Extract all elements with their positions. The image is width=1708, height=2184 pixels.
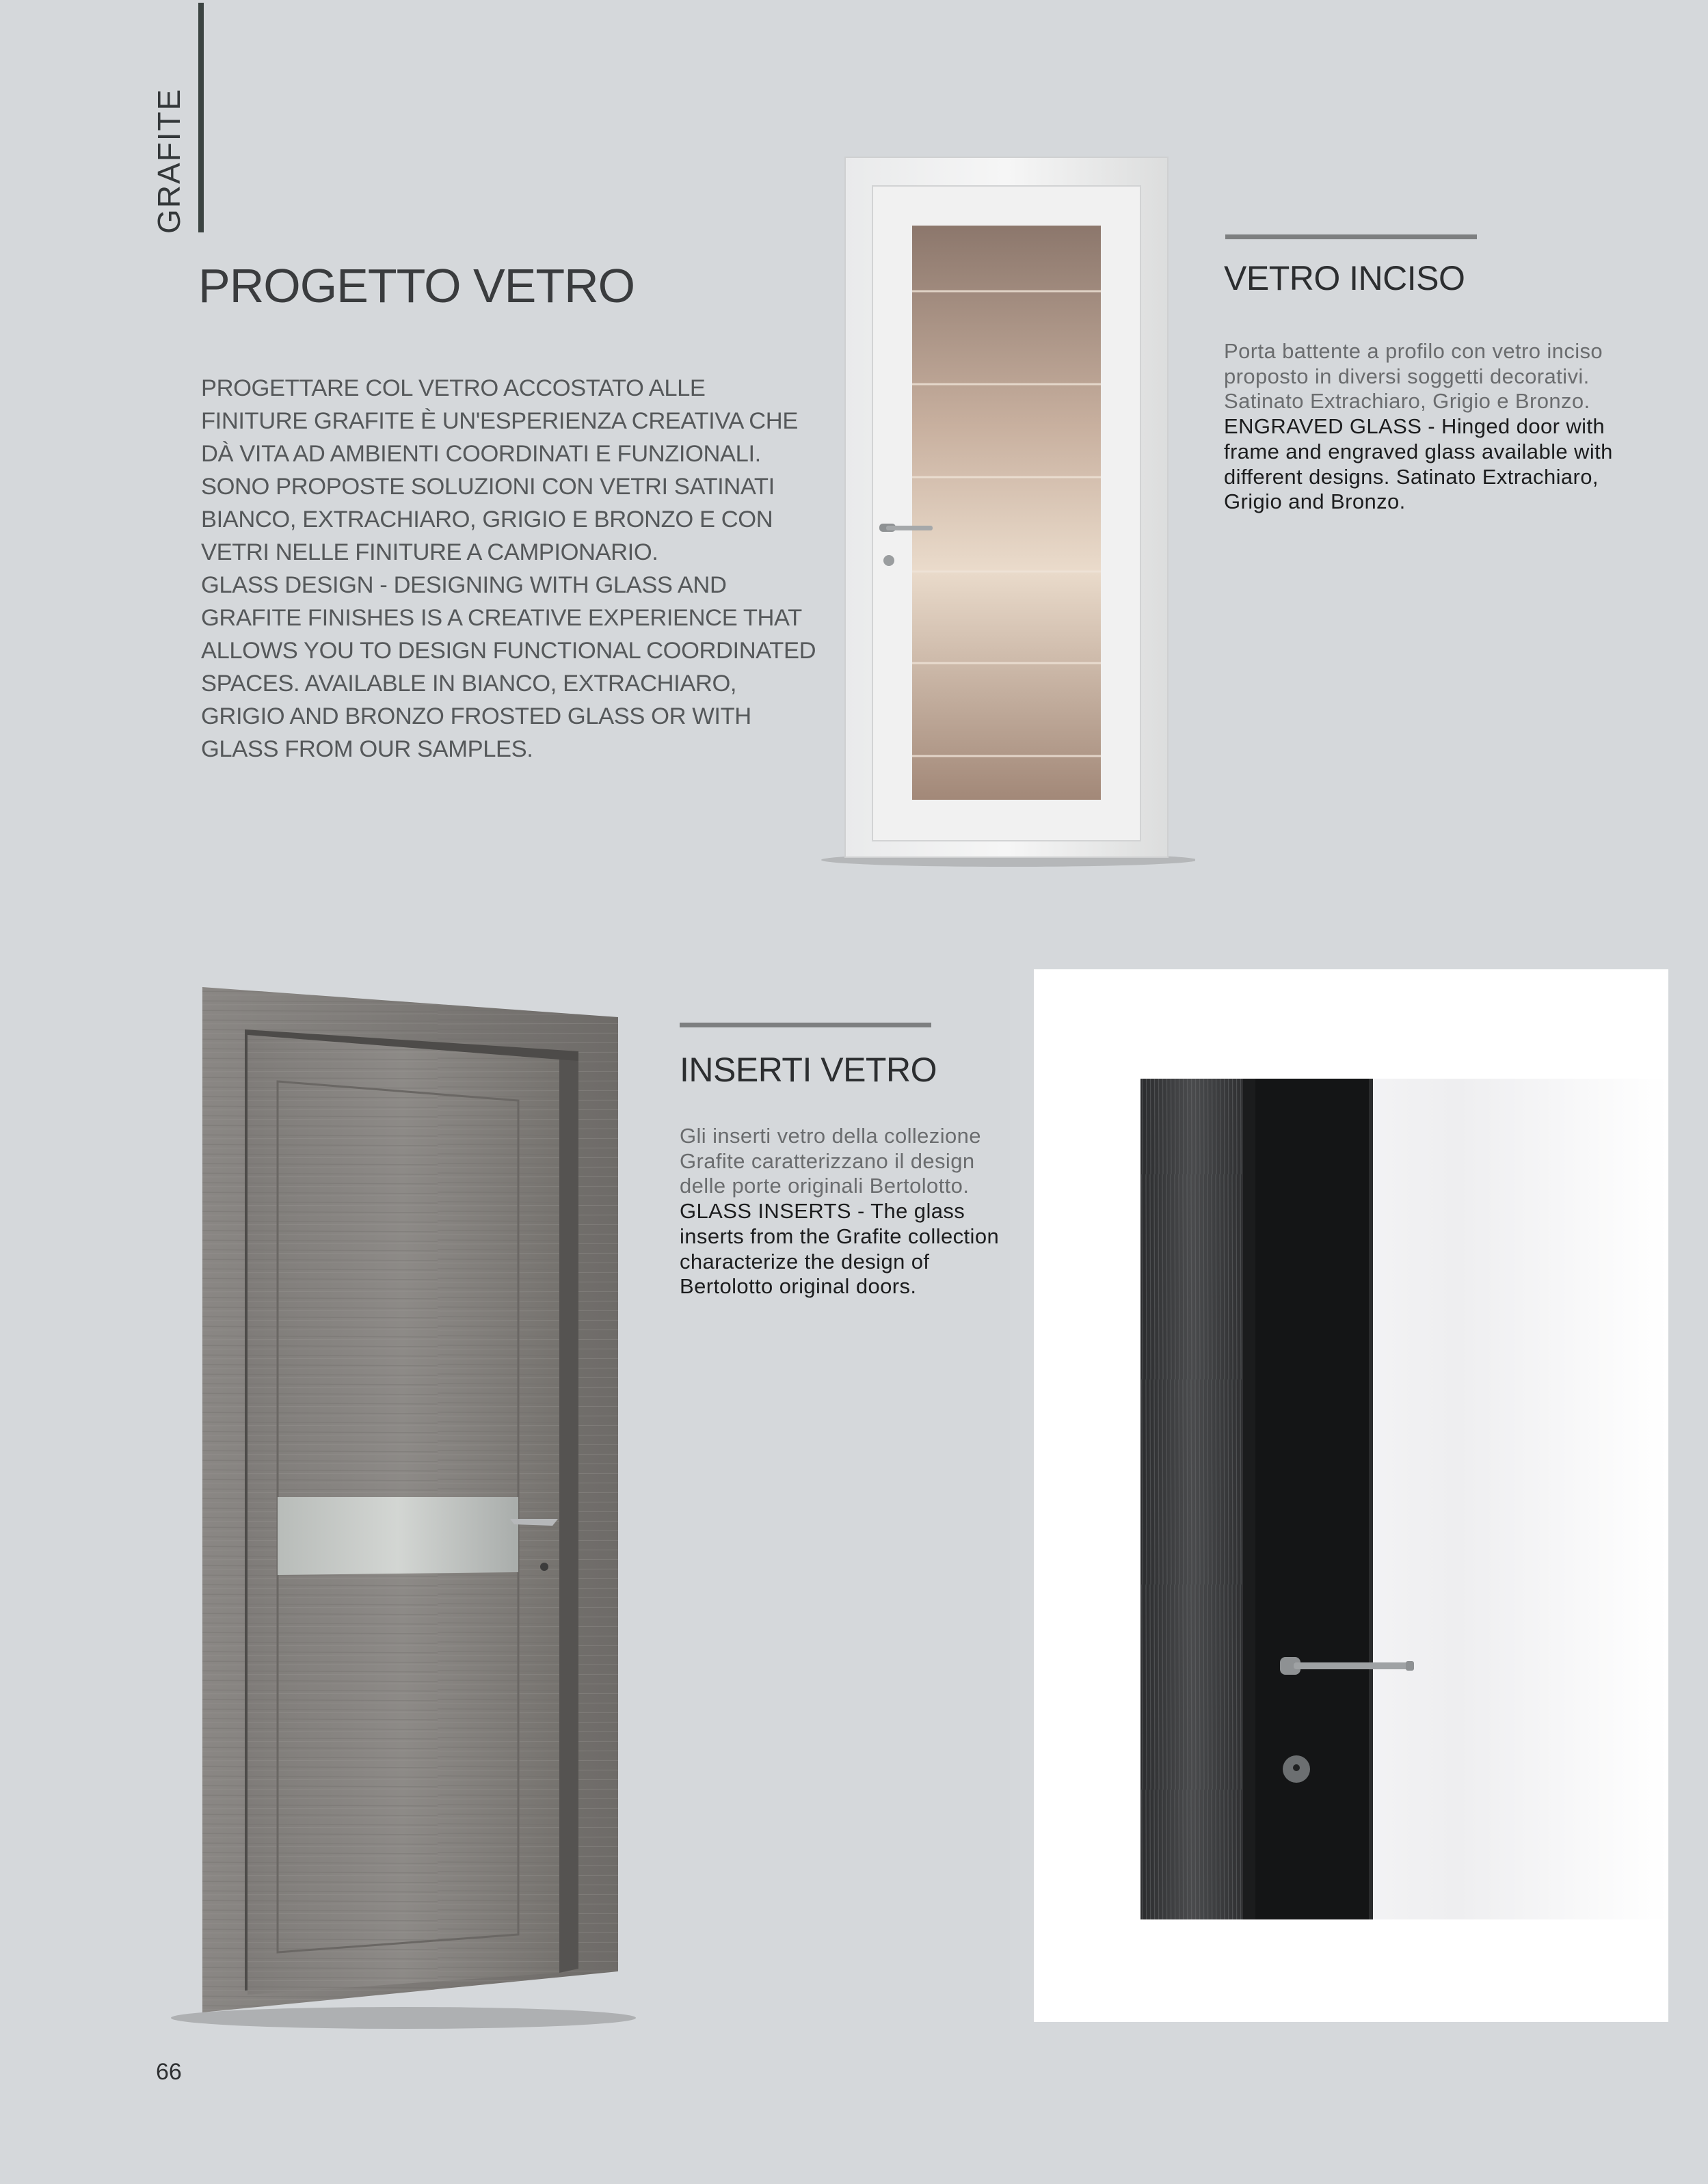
page-number: 66 — [156, 2059, 182, 2085]
vetro-inciso-text-italian: Porta battente a profilo con vetro inciso proposto in diversi soggetti decorativi. Satinato Extrachiaro, Grigio e Bronzo. — [1224, 339, 1603, 414]
glass-door-photo — [818, 154, 1195, 869]
intro-text — [201, 372, 816, 766]
page-title: PROGETTO VETRO — [198, 259, 635, 312]
section-bar — [198, 3, 204, 232]
inserti-vetro-text — [680, 1124, 1022, 1299]
inserti-vetro-title: INSERTI VETRO — [680, 1051, 937, 1089]
vetro-inciso-title: VETRO INCISO — [1224, 259, 1465, 297]
inserti-vetro-text-english: GLASS INSERTS - The glass inserts from the Grafite collection characterize the design of Bertolotto original doors. — [680, 1199, 1000, 1299]
detail-photo — [1034, 969, 1668, 2022]
inserti-vetro-rule — [680, 1023, 931, 1027]
vetro-inciso-rule — [1225, 234, 1477, 239]
intro-text-italian: PROGETTARE COL VETRO ACCOSTATO ALLE FINITURE GRAFITE È UN'ESPERIENZA CREATIVA CHE DÀ VITA AD AMBIENTI COORDINATI E FUNZIONALI. SONO PROPOSTE SOLUZIONI CON VETRI SATINATI BIANCO, EXTRACHIARO, GRIGIO E BRONZO E CON VETRI NELLE FINITURE A CAMPIONARIO. — [201, 375, 798, 565]
inserti-vetro-text-italian: Gli inserti vetro della collezione Grafite caratterizzano il design delle porte originali Bertolotto. — [680, 1124, 981, 1198]
vetro-inciso-text-english: ENGRAVED GLASS - Hinged door with frame and engraved glass available with different designs. Satinato Extrachiaro, Grigio and Bronzo. — [1224, 414, 1613, 514]
vetro-inciso-text — [1224, 339, 1648, 515]
grey-door-photo — [164, 979, 663, 2032]
intro-text-english: GLASS DESIGN - DESIGNING WITH GLASS AND GRAFITE FINISHES IS A CREATIVE EXPERIENCE THAT ALLOWS YOU TO DESIGN FUNCTIONAL COORDINATED SPACES. AVAILABLE IN BIANCO, EXTRACHIARO, GRIGIO AND BRONZO FROSTED GLASS OR WITH GLASS FROM OUR SAMPLES. — [201, 572, 816, 762]
section-label: GRAFITE — [151, 87, 187, 234]
